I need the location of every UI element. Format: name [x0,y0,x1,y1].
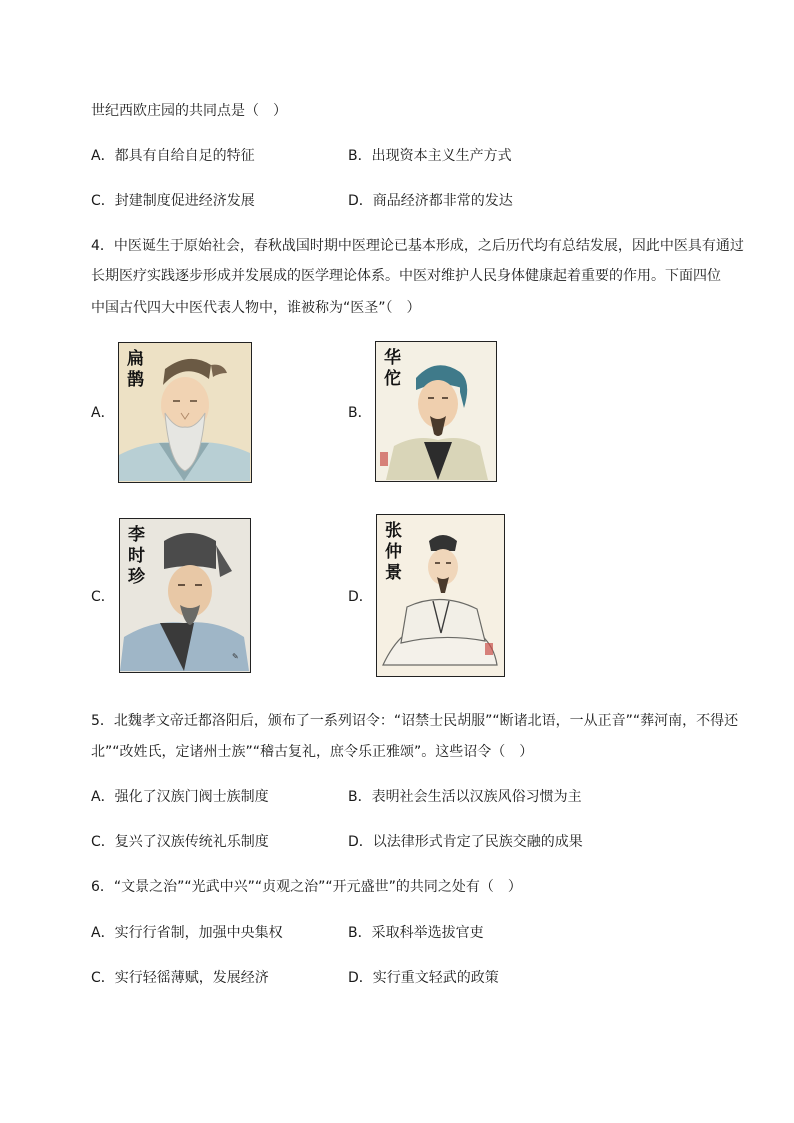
q3-option-d[interactable]: D．商品经济都非常的发达 [348,193,513,209]
q5-option-c[interactable]: C．复兴了汉族传统礼乐制度 [91,834,269,850]
q4-option-c-label[interactable]: C． [91,589,115,605]
q5-option-b[interactable]: B．表明社会生活以汉族风俗习惯为主 [348,789,582,805]
q5-option-a[interactable]: A．强化了汉族门阀士族制度 [91,789,269,805]
q4-stem-line1: 4．中医诞生于原始社会，春秋战国时期中医理论已基本形成，之后历代均有总结发展，因此中医具有通过 [91,238,744,254]
q3-option-b[interactable]: B．出现资本主义生产方式 [348,148,512,164]
q4-option-b-label[interactable]: B． [348,405,372,421]
q4-stem-line3: 中国古代四大中医代表人物中，谁被称为“医圣”（ ） [91,300,421,316]
q4-option-c-name: 李时珍 [128,525,145,587]
q3-option-a[interactable]: A．都具有自给自足的特征 [91,148,255,164]
q6-option-d[interactable]: D．实行重文轻武的政策 [348,970,499,986]
q4-option-a-name: 扁鹊 [127,349,144,390]
q4-option-b-name: 华佗 [384,348,401,389]
q3-option-c[interactable]: C．封建制度促进经济发展 [91,193,255,209]
q5-option-d[interactable]: D．以法律形式肯定了民族交融的成果 [348,834,583,850]
q4-option-a-portrait[interactable] [118,342,252,483]
q6-stem: 6．“文景之治”“光武中兴”“贞观之治”“开元盛世”的共同之处有（ ） [91,879,522,895]
q4-option-d-portrait[interactable] [376,514,505,677]
q4-stem-line2: 长期医疗实践逐步形成并发展成的医学理论体系。中医对维护人民身体健康起着重要的作用。下面四位 [91,268,721,284]
q5-stem-line1: 5．北魏孝文帝迁都洛阳后，颁布了一系列诏令：“诏禁士民胡服”“断诸北语，一从正音”“葬河南，不得还 [91,713,739,729]
q6-option-a[interactable]: A．实行行省制，加强中央集权 [91,925,283,941]
q3-stem-tail: 世纪西欧庄园的共同点是（ ） [91,103,287,119]
q4-option-a-label[interactable]: A． [91,405,115,421]
q4-option-d-name: 张仲景 [385,521,402,583]
q4-option-d-label[interactable]: D． [348,589,373,605]
q4-option-b-portrait[interactable] [375,341,497,482]
q5-stem-line2: 北”“改姓氏，定诸州士族”“稽古复礼，庶令乐正雅颂”。这些诏令（ ） [91,744,534,760]
q6-option-b[interactable]: B．采取科举选拔官吏 [348,925,484,941]
q4-option-c-portrait[interactable] [119,518,251,673]
svg-text:✎: ✎ [232,652,239,661]
q6-option-c[interactable]: C．实行轻徭薄赋，发展经济 [91,970,269,986]
